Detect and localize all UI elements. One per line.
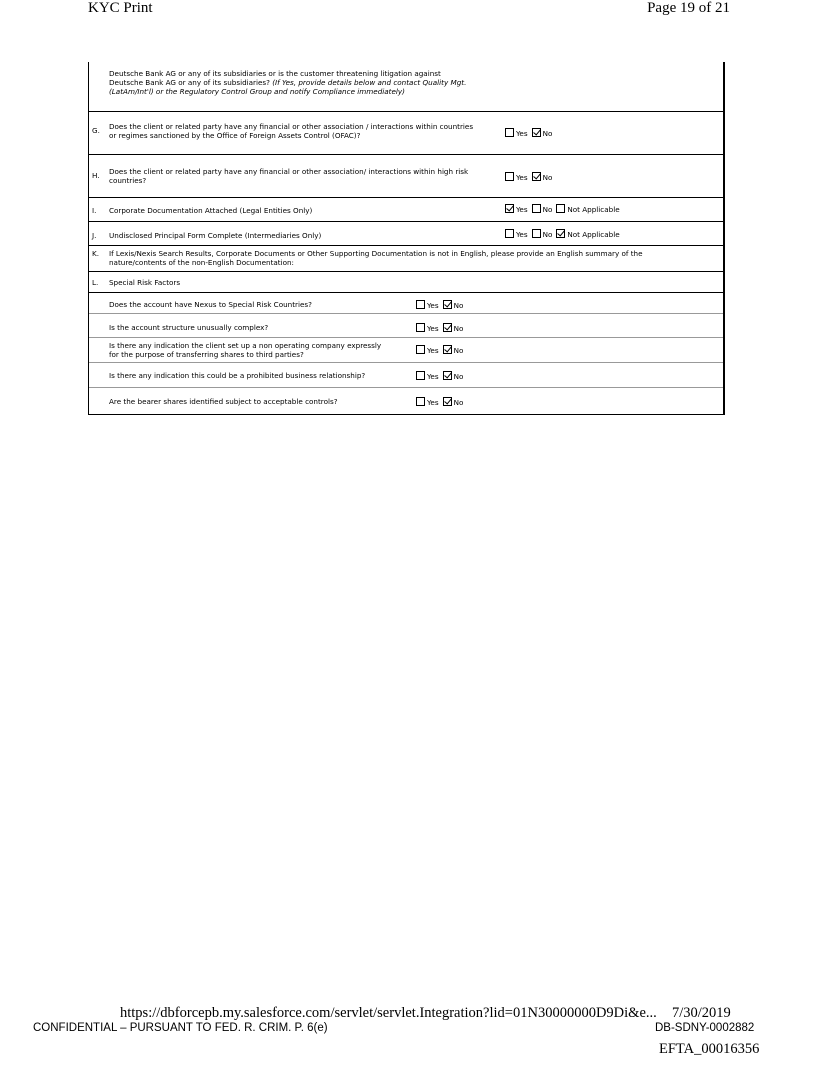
risk-1-yes-checkbox[interactable]: [416, 323, 425, 332]
risk-question: Is there any indication this could be a prohibited business relationship?: [109, 371, 366, 380]
row-h-question: Does the client or related party have any financial or other association/ interactions within high risk countries?: [109, 167, 469, 185]
risk-answers: Yes No: [416, 300, 467, 309]
row-f-question: [109, 69, 466, 96]
risk-4-no-checkbox[interactable]: [443, 397, 452, 406]
risk-answers: Yes No: [416, 397, 467, 406]
row-j-yes-checkbox[interactable]: [505, 229, 514, 238]
row-h: [89, 155, 723, 198]
row-g-yes-checkbox[interactable]: [505, 128, 514, 137]
risk-question: Is the account structure unusually complex?: [109, 323, 269, 332]
print-title: KYC Print: [88, 0, 153, 16]
row-i-answers: Yes No Not Applicable: [505, 204, 624, 213]
risk-answers: Yes No: [416, 345, 467, 354]
risk-4-yes-checkbox[interactable]: [416, 397, 425, 406]
risk-row: [89, 388, 723, 414]
risk-row: [89, 293, 723, 314]
footer-date: 7/30/2019: [672, 1005, 731, 1021]
row-h-letter: H.: [92, 171, 100, 180]
footer-url[interactable]: https://dbforcepb.my.salesforce.com/servlet/servlet.Integration?lid=01N30000000D9Di&e...: [120, 1005, 657, 1021]
row-h-yes-checkbox[interactable]: [505, 172, 514, 181]
row-l-title: Special Risk Factors: [109, 278, 181, 287]
page-number: Page 19 of 21: [647, 0, 730, 16]
row-i-na-checkbox[interactable]: [556, 204, 565, 213]
row-h-no-checkbox[interactable]: [532, 172, 541, 181]
row-j-na-checkbox[interactable]: [556, 229, 565, 238]
row-k-letter: K.: [92, 249, 99, 258]
risk-3-yes-checkbox[interactable]: [416, 371, 425, 380]
risk-question: Are the bearer shares identified subject to acceptable controls?: [109, 397, 338, 406]
risk-0-yes-checkbox[interactable]: [416, 300, 425, 309]
row-f-continuation: [89, 62, 723, 112]
row-g-letter: G.: [92, 126, 100, 135]
row-i: [89, 198, 723, 222]
row-k: [89, 246, 723, 272]
row-h-answers: Yes No: [505, 172, 556, 181]
row-j: [89, 222, 723, 246]
risk-question: Is there any indication the client set up a non operating company expressly for the purpose of transferring shares to third parties?: [109, 341, 382, 359]
kyc-form-table: [88, 62, 725, 415]
row-l-letter: L.: [92, 278, 99, 287]
risk-0-no-checkbox[interactable]: [443, 300, 452, 309]
row-g-no-checkbox[interactable]: [532, 128, 541, 137]
risk-2-yes-checkbox[interactable]: [416, 345, 425, 354]
row-j-letter: J.: [92, 231, 97, 240]
row-i-question: Corporate Documentation Attached (Legal Entities Only): [109, 206, 313, 215]
risk-1-no-checkbox[interactable]: [443, 323, 452, 332]
row-j-answers: Yes No Not Applicable: [505, 229, 624, 238]
row-g-answers: Yes No: [505, 128, 556, 137]
row-j-no-checkbox[interactable]: [532, 229, 541, 238]
row-j-question: Undisclosed Principal Form Complete (Intermediaries Only): [109, 231, 322, 240]
risk-row: [89, 314, 723, 338]
row-i-yes-checkbox[interactable]: [505, 204, 514, 213]
row-g: [89, 112, 723, 155]
row-f-line3: (LatAm/Int'l) or the Regulatory Control Group and notify Compliance immediately): [109, 87, 405, 96]
risk-answers: Yes No: [416, 323, 467, 332]
row-i-letter: I.: [92, 206, 97, 215]
risk-row: [89, 338, 723, 363]
risk-answers: Yes No: [416, 371, 467, 380]
row-i-no-checkbox[interactable]: [532, 204, 541, 213]
row-f-line2: Deutsche Bank AG or any of its subsidiaries? (If Yes, provide details below and contact Quality Mgt.: [109, 78, 467, 87]
efta-number: EFTA_00016356: [659, 1041, 760, 1057]
risk-3-no-checkbox[interactable]: [443, 371, 452, 380]
risk-question: Does the account have Nexus to Special Risk Countries?: [109, 300, 312, 309]
row-g-question: Does the client or related party have any financial or other association / interactions within countries or regimes sanctioned by the Office of Foreign Assets Control (OFAC)?: [109, 122, 474, 140]
row-f-line1: Deutsche Bank AG or any of its subsidiaries or is the customer threatening litigation against: [109, 69, 441, 78]
row-l: [89, 272, 723, 293]
confidential-notice: CONFIDENTIAL – PURSUANT TO FED. R. CRIM. P. 6(e): [33, 1022, 328, 1034]
risk-row: [89, 363, 723, 388]
risk-2-no-checkbox[interactable]: [443, 345, 452, 354]
bates-number: DB-SDNY-0002882: [655, 1022, 755, 1034]
row-k-question: If Lexis/Nexis Search Results, Corporate Documents or Other Supporting Documentation is not in English, please provide an English summary of the nature/contents of the non-English Documentation:: [109, 249, 643, 267]
